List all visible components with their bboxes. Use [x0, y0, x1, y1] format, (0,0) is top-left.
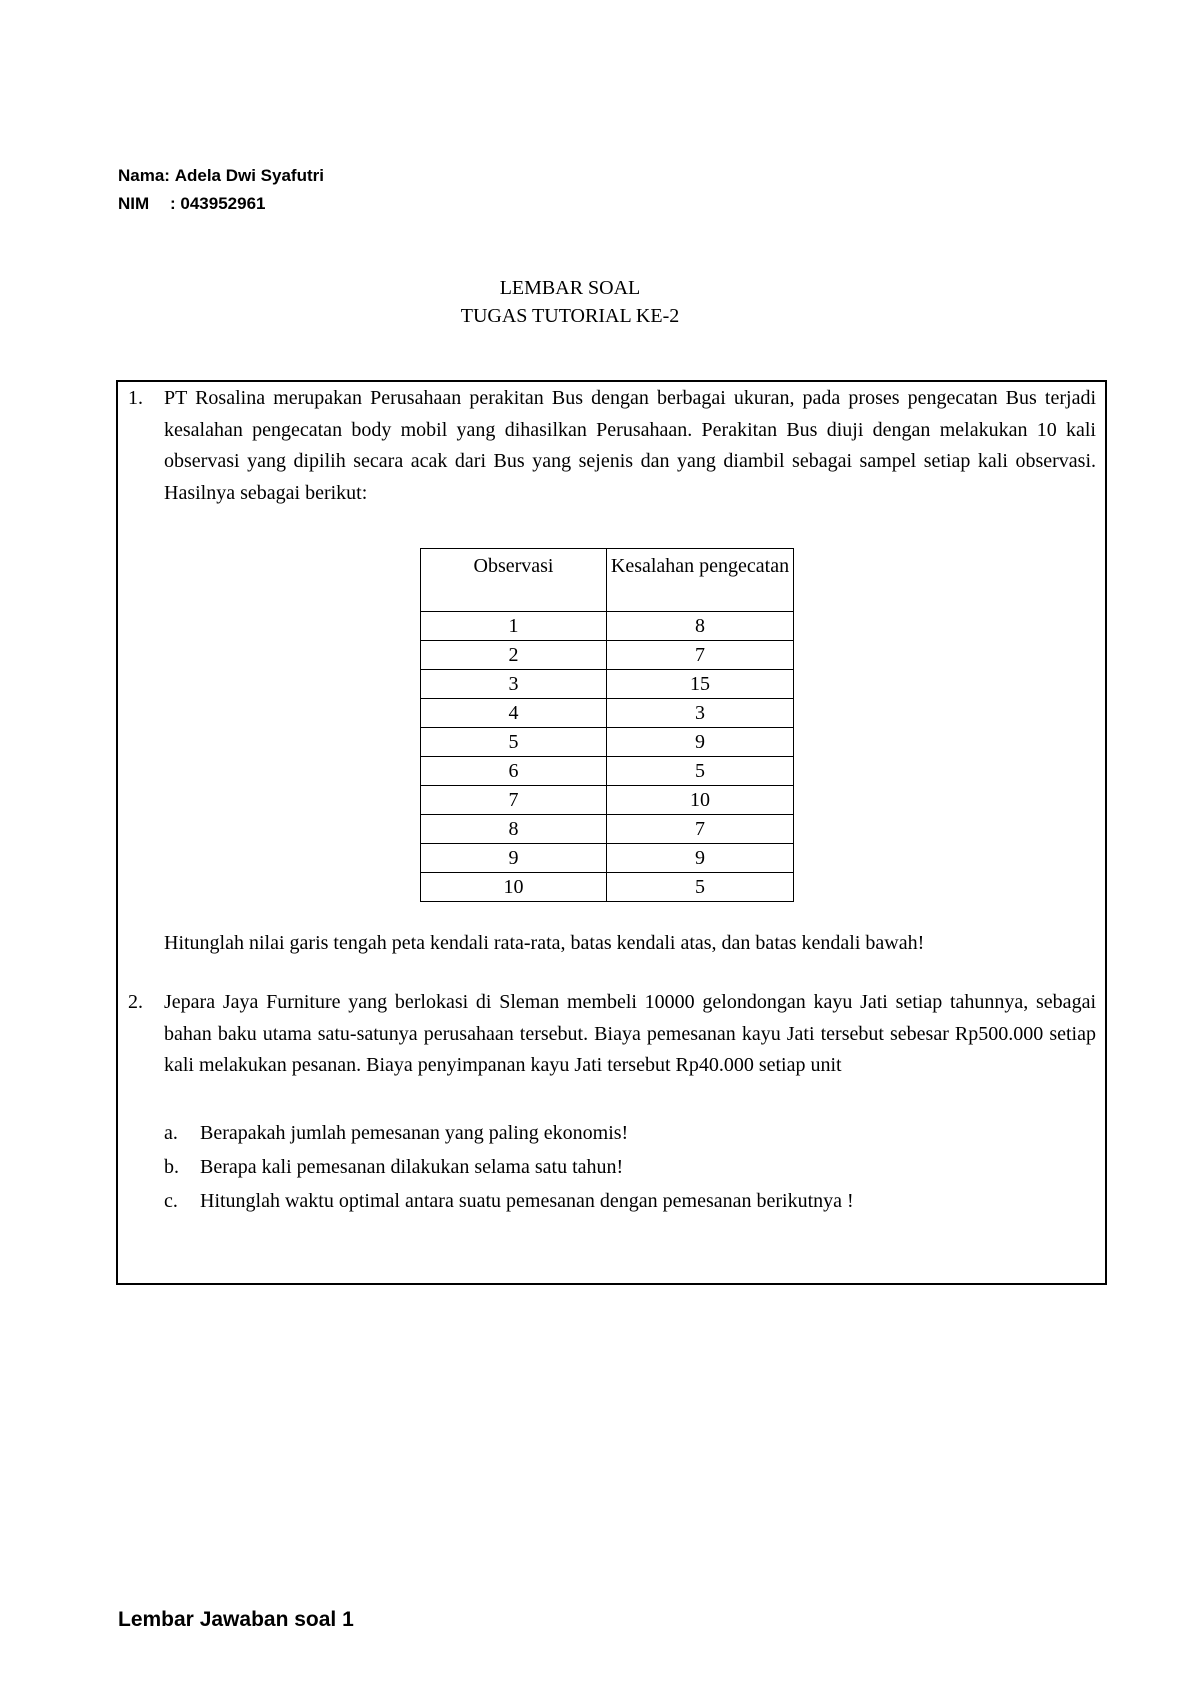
subquestion-c-letter: c.: [164, 1190, 178, 1212]
table-row: [421, 844, 794, 873]
table-cell-kesalahan: 5: [607, 873, 794, 902]
table-cell-kesalahan: 3: [607, 699, 794, 728]
table-cell-observasi: 6: [421, 757, 607, 786]
nim-value: : 043952961: [170, 194, 266, 213]
table-cell-kesalahan: 15: [607, 670, 794, 699]
table-header-observasi: Observasi: [421, 549, 607, 612]
table-cell-kesalahan: 7: [607, 641, 794, 670]
table-cell-observasi: 3: [421, 670, 607, 699]
table-cell-observasi: 8: [421, 815, 607, 844]
table-header-kesalahan: Kesalahan pengecatan: [607, 549, 794, 612]
question-2-number: 2.: [128, 991, 143, 1013]
subquestion-c: [164, 1184, 854, 1218]
observation-table: [420, 548, 794, 902]
table-cell-kesalahan: 9: [607, 728, 794, 757]
table-cell-kesalahan: 8: [607, 612, 794, 641]
table-cell-kesalahan: 10: [607, 786, 794, 815]
table-cell-kesalahan: 7: [607, 815, 794, 844]
question-2-text: Jepara Jaya Furniture yang berlokasi di Sleman membeli 10000 gelondongan kayu Jati setiap tahunnya, sebagai bahan baku utama satu-satunya perusahaan tersebut. Biaya pemesanan kayu Jati tersebut sebesar Rp500.000 setiap kali melakukan pesanan. Biaya penyimpanan kayu Jati tersebut Rp40.000 setiap unit: [164, 991, 1096, 1076]
answer-sheet-label: Lembar Jawaban soal 1: [118, 1608, 354, 1631]
nim-label: NIM: [118, 194, 150, 213]
table-cell-observasi: 4: [421, 699, 607, 728]
name-value: Adela Dwi Syafutri: [174, 166, 324, 185]
table-cell-kesalahan: 5: [607, 757, 794, 786]
subquestion-b-text: Berapa kali pemesanan dilakukan selama satu tahun!: [200, 1156, 624, 1178]
title-line-2: TUGAS TUTORIAL KE-2: [460, 305, 680, 327]
subquestion-b-letter: b.: [164, 1156, 179, 1178]
title-line-1: LEMBAR SOAL: [499, 277, 641, 299]
table-row: [421, 757, 794, 786]
table-cell-observasi: 5: [421, 728, 607, 757]
question-2-subquestions: [164, 1116, 854, 1218]
table-cell-kesalahan: 9: [607, 844, 794, 873]
table-row: [421, 641, 794, 670]
table-cell-observasi: 1: [421, 612, 607, 641]
table-row: [421, 699, 794, 728]
name-label: Nama:: [118, 166, 170, 185]
table-header-row: [421, 549, 794, 612]
subquestion-c-text: Hitunglah waktu optimal antara suatu pemesanan dengan pemesanan berikutnya !: [200, 1190, 854, 1212]
subquestion-a-text: Berapakah jumlah pemesanan yang paling ekonomis!: [200, 1122, 629, 1144]
table-row: [421, 612, 794, 641]
table-cell-observasi: 10: [421, 873, 607, 902]
subquestion-a: [164, 1116, 854, 1150]
student-nim-row: [118, 190, 324, 218]
table-cell-observasi: 9: [421, 844, 607, 873]
subquestion-a-letter: a.: [164, 1122, 178, 1144]
table-cell-observasi: 7: [421, 786, 607, 815]
table-row: [421, 728, 794, 757]
question-1-instruction: Hitunglah nilai garis tengah peta kendali rata-rata, batas kendali atas, dan batas kendali bawah!: [164, 932, 925, 954]
table-row: [421, 815, 794, 844]
table-row: [421, 873, 794, 902]
student-name-row: [118, 162, 324, 190]
table-row: [421, 670, 794, 699]
page-title: [0, 274, 1140, 330]
student-info: [118, 162, 324, 218]
question-1-number: 1.: [128, 387, 143, 409]
subquestion-b: [164, 1150, 854, 1184]
question-1-text: PT Rosalina merupakan Perusahaan perakitan Bus dengan berbagai ukuran, pada proses pengecatan Bus terjadi kesalahan pengecatan body mobil yang dihasilkan Perusahaan. Perakitan Bus diuji dengan melakukan 10 kali observasi yang dipilih secara acak dari Bus yang sejenis dan yang diambil sebagai sampel setiap kali observasi. Hasilnya sebagai berikut:: [164, 387, 1096, 504]
table-cell-observasi: 2: [421, 641, 607, 670]
table-row: [421, 786, 794, 815]
